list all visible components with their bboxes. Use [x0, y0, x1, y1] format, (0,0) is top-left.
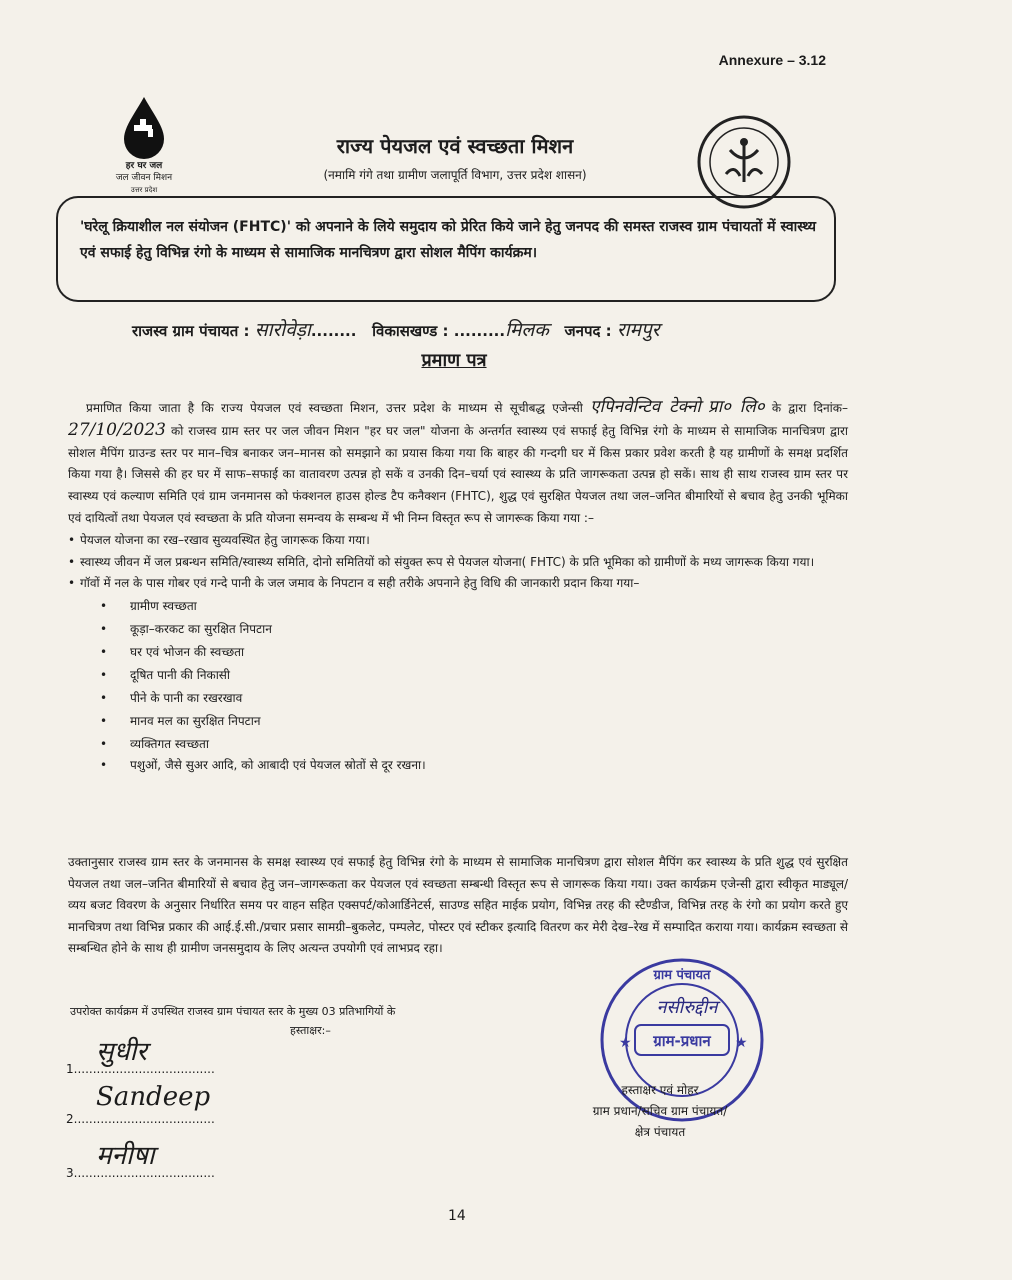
block-label: विकासखण्ड :: [372, 322, 449, 340]
certificate-title: प्रमाण पत्र: [421, 350, 487, 371]
har-ghar-jal-logo: [98, 95, 190, 195]
agency-suffix: प्रा० लि०: [708, 397, 765, 417]
sub-item: • ग्रामीण स्वच्छता: [100, 595, 848, 618]
signature-name: मनीषा: [96, 1141, 155, 1171]
annexure-label: Annexure – 3.12: [718, 52, 826, 68]
sub-item: • पीने के पानी का रखरखाव: [100, 687, 848, 710]
signature-name: सुधीर: [96, 1037, 147, 1067]
program-date: 27/10/2023: [68, 419, 166, 440]
role-line-2: ग्राम प्रधान/सचिव ग्राम पंचायत/: [592, 1104, 728, 1118]
role-line-3: क्षेत्र पंचायत: [634, 1125, 686, 1139]
district-value: रामपुर: [616, 319, 660, 341]
participants-sign-label: हस्ताक्षर:–: [290, 1024, 331, 1037]
sub-item: • व्यक्तिगत स्वच्छता: [100, 733, 848, 756]
signature-2: 2..................................... Sandeep: [66, 1082, 215, 1126]
participants-text: उपरोक्त कार्यक्रम में उपस्थित राजस्व ग्राम पंचायत स्तर के मुख्य 03 प्रतिभागियों के: [70, 1005, 396, 1018]
program-title: 'घरेलू क्रियाशील नल संयोजन (FHTC)' को अपनाने के लिये समुदाय को प्रेरित किये जाने हेतु जनपद की समस्त राजस्व ग्राम पंचायतों में स्वास्थ्य एवं सफाई हेतु विभिन्न रंगो के माध्यम से सामाजिक मानचित्रण द्वारा सोशल मैपिंग कार्यक्रम।: [80, 219, 816, 261]
sub-list: [68, 595, 848, 775]
bullet-item: • गॉवों में नल के पास गोबर एवं गन्दे पानी के जल जमाव के निपटान व सही तरीके अपनाने हेतु विधि की जानकारी प्रदान किया गया–: [68, 573, 848, 595]
gram-panchayat-label: राजस्व ग्राम पंचायत :: [132, 322, 250, 340]
stamp-ring-text: ग्राम पंचायत: [653, 968, 711, 983]
location-fields: राजस्व ग्राम पंचायत : सारोवेड़ा........ विकासखण्ड : .........मिलक जनपद : रामपुर: [132, 319, 660, 341]
sub-item: • कूड़ा–करकट का सुरक्षित निपटान: [100, 618, 848, 641]
svg-text:★: ★: [619, 1035, 632, 1051]
logo-line-3: उत्तर प्रदेश: [130, 186, 158, 194]
stamp-center-text: ग्राम-प्रधान: [653, 1032, 711, 1050]
sub-item: • दूषित पानी की निकासी: [100, 664, 848, 687]
signature-3: 3..................................... मनीषा: [66, 1166, 215, 1180]
sub-item: • पशुओं, जैसे सुअर आदि, को आबादी एवं पेयजल स्रोतों से दूर रखना।: [100, 756, 848, 775]
logo-line-1: हर घर जल: [125, 161, 163, 171]
stamp-handwritten: नसीरुद्दीन: [656, 997, 718, 1018]
role-line-1: हस्ताक्षर एवं मोहर: [621, 1083, 699, 1097]
agency-name: एपिनवेन्टिव टेक्नो: [590, 397, 701, 417]
sub-item: • घर एवं भोजन की स्वच्छता: [100, 641, 848, 664]
mission-subtitle: (नमामि गंगे तथा ग्रामीण जलापूर्ति विभाग, उत्तर प्रदेश शासन): [323, 168, 587, 182]
bullet-list: [68, 530, 848, 595]
page-number: 14: [448, 1208, 466, 1224]
signature-name: Sandeep: [96, 1082, 211, 1112]
paragraph-1: प्रमाणित किया जाता है कि राज्य पेयजल एवं स्वच्छता मिशन, उत्तर प्रदेश के माध्यम से सूचीबद्ध एजेन्सी एपिनवेन्टिव टेक्नो प्रा० लि० के द्वारा दिनांक–27/10/2023 को राजस्व ग्राम स्तर पर जल जीवन मिशन "हर घर जल" योजना के अन्तर्गत स्वास्थ्य एवं सफाई हेतु विभिन्न रंगो के माध्यम से सामाजिक मानचित्रण द्वारा सोशल मैपिंग ग्राउन्ड स्तर पर मान–चित्र बनाकर जन–मानस को समझाने का प्रयास किया गया कि बाहर की गन्दगी घर में किस प्रकार प्रवेश करती है यह ग्रामीणों के समक्ष प्रदर्शित किया गया है। जिससे की हर घर में साफ–सफाई का वातावरण उत्पन्न हो सकें व उनकी दिन–चर्या एवं स्वास्थ्य के प्रति जागरूकता उत्पन्न हो सकें। साथ ही साथ राजस्व ग्राम स्तर पर स्वास्थ्य एवं कल्याण समिति एवं ग्राम जनमानस को फंक्शनल हाउस होल्ड टैप कनैक्शन (FHTC), शुद्ध एवं सुरक्षित पेयजल तथा जल–जनित बीमारियों से बचाव हेतु उनकी भूमिका एवं दायित्वों तथा पेयजल एवं स्वच्छता के प्रति योजना समन्वय के सम्बन्ध में भी निम्न विस्तृत रूप से जागरूक किया गया :–: [68, 397, 848, 525]
p1-intro: प्रमाणित किया जाता है कि राज्य पेयजल एवं स्वच्छता मिशन, उत्तर प्रदेश के माध्यम से सूचीबद्ध एजेन्सी: [86, 401, 583, 415]
signature-1: 1..................................... सुधीर: [66, 1062, 215, 1076]
p1-date-label: के द्वारा दिनांक: [771, 401, 842, 415]
program-title-box: [56, 196, 836, 302]
p1-body: को राजस्व ग्राम स्तर पर जल जीवन मिशन "हर घर जल" योजना के अन्तर्गत स्वास्थ्य एवं सफाई हेतु विभिन्न रंगो के माध्यम से सामाजिक मानचित्रण द्वारा सोशल मैपिंग ग्राउन्ड स्तर पर मान–चित्र बनाकर जन–मानस को समझाने का प्रयास किया गया कि बाहर की गन्दगी घर में किस प्रकार प्रवेश करती है यह ग्रामीणों के समक्ष प्रदर्शित किया गया है। जिससे की हर घर में साफ–सफाई का वातावरण उत्पन्न हो सकें व उनकी दिन–चर्या एवं स्वास्थ्य के प्रति जागरूकता उत्पन्न हो सकें। साथ ही साथ राजस्व ग्राम स्तर पर स्वास्थ्य एवं कल्याण समिति एवं ग्राम जनमानस को फंक्शनल हाउस होल्ड टैप कनैक्शन (FHTC), शुद्ध एवं सुरक्षित पेयजल तथा जल–जनित बीमारियों से बचाव हेतु उनकी भूमिका एवं दायित्वों तथा पेयजल एवं स्वच्छता के प्रति योजना समन्वय के सम्बन्ध में भी निम्न विस्तृत रूप से जागरूक किया गया :–: [68, 423, 848, 525]
bullet-item: • पेयजल योजना का रख–रखाव सुव्यवस्थित हेतु जागरूक किया गया।: [68, 530, 848, 552]
block-value: मिलक: [505, 319, 549, 341]
district-label: जनपद :: [564, 322, 612, 340]
water-drop-tap-icon: [120, 95, 168, 159]
svg-text:★: ★: [735, 1035, 748, 1051]
signatory-role: [560, 1080, 760, 1143]
mission-title: राज्य पेयजल एवं स्वच्छता मिशन: [336, 134, 574, 158]
paragraph-2: उक्तानुसार राजस्व ग्राम स्तर के जनमानस के समक्ष स्वास्थ्य एवं सफाई हेतु विभिन्न रंगो के माध्यम से सामाजिक मानचित्रण द्वारा सोशल मैपिंग कर स्वास्थ्य के प्रति शुद्ध एवं सुरक्षित पेयजल तथा जल–जनित बीमारियों से बचाव हेतु जन–जागरूकता कर पेयजल एवं स्वच्छता सम्बन्धी विस्तृत रूप से जागरूक किया गया। उक्त कार्यक्रम एजेन्सी द्वारा स्वीकृत माड्यूल/व्यय बजट विवरण के अनुसार निर्धारित समय पर वाहन सहित एक्सपर्ट/कोआर्डिनेटर्स, साउण्ड सहित माईक प्रयोग, विभिन्न तरह की स्टैण्डीज, विभिन्न तरह के रंगो का प्रयोग करते हुए मानचित्रण तथा विभिन्न प्रकार की आई.ई.सी./प्रचार प्रसार सामग्री–बुकलेट, पम्पलेट, पोस्टर एवं स्टीकर इत्यादि वितरण कर मेरी देख–रेख में सम्पादित कराया गया। कार्यक्रम स्वच्छता से सम्बन्धित होने के साथ ही ग्रामीण जनसमुदाय के लिए अत्यन्त उपयोगी एवं लाभप्रद रहा।: [68, 855, 848, 956]
sub-item: • मानव मल का सुरक्षित निपटान: [100, 710, 848, 733]
gram-panchayat-value: सारोवेड़ा: [254, 319, 311, 341]
bullet-item: • स्वास्थ्य जीवन में जल प्रबन्धन समिति/स्वास्थ्य समिति, दोनो समितियों को संयुक्त रूप से पेयजल योजना( FHTC) के प्रति भूमिका को ग्रामीणों के मध्य जागरूक किया गया।: [68, 552, 848, 574]
logo-line-2: जल जीवन मिशन: [115, 173, 173, 183]
certificate-body: [68, 397, 848, 775]
